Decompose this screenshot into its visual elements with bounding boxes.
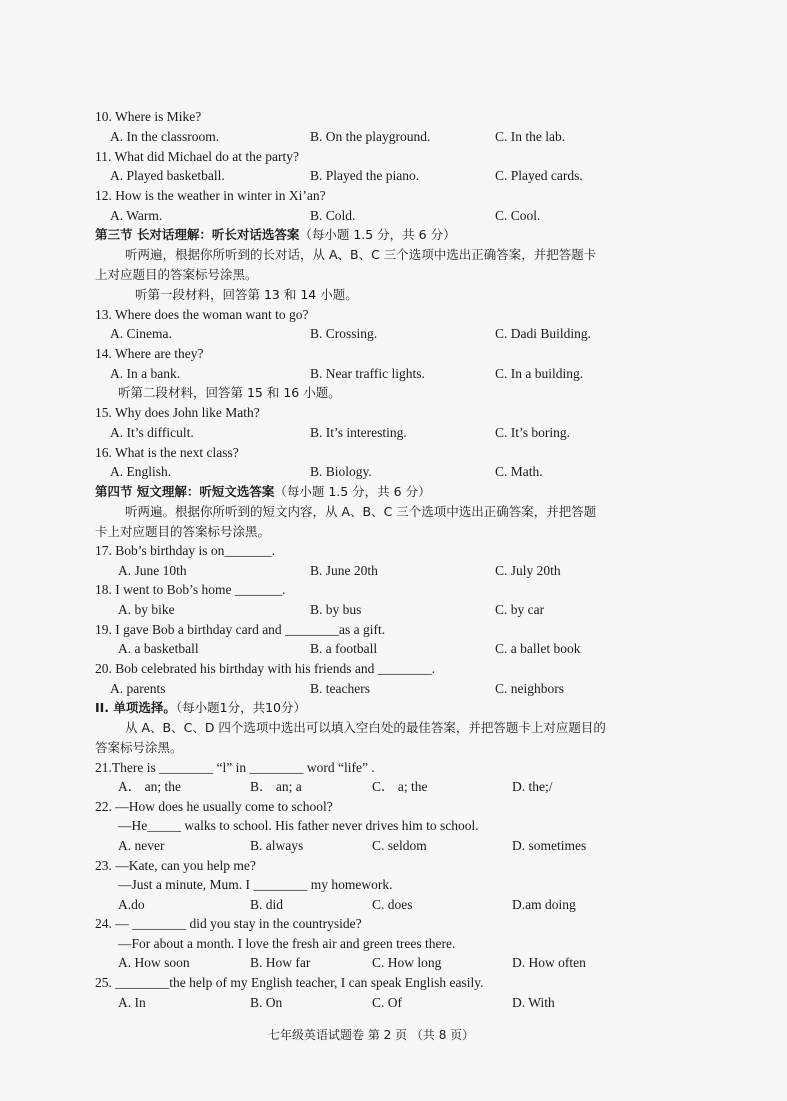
question-23: 23. —Kate, can you help me? bbox=[95, 858, 256, 873]
q23-option-c: C. does bbox=[372, 897, 413, 912]
q11-option-a: A. Played basketball. bbox=[110, 168, 225, 183]
q20-option-c: C. neighbors bbox=[495, 681, 564, 696]
q16-option-a: A. English. bbox=[110, 464, 172, 479]
q17-option-b: B. June 20th bbox=[310, 563, 378, 578]
q19-option-a: A. a basketball bbox=[118, 641, 199, 656]
q21-option-c: C． a; the bbox=[372, 779, 428, 794]
q17-option-c: C. July 20th bbox=[495, 563, 561, 578]
question-21: 21.There is ________ “l” in ________ word “life” . bbox=[95, 760, 375, 775]
q22-option-c: C. seldom bbox=[372, 838, 427, 853]
q19-option-b: B. a football bbox=[310, 641, 378, 656]
section-3-passage-1-note: 听第一段材料，回答第 13 和 14 小题。 bbox=[135, 287, 358, 302]
q11-option-b: B. Played the piano. bbox=[310, 168, 420, 183]
q10-option-c: C. In the lab. bbox=[495, 129, 566, 144]
section-3-note: （每小题 1.5 分，共 6 分） bbox=[299, 227, 456, 242]
question-23-response: —Just a minute, Mum. I ________ my homework. bbox=[118, 877, 393, 892]
part-2-instruction-1: 从 A、B、C、D 四个选项中选出可以填入空白处的最佳答案，并把答题卡上对应题目的 bbox=[125, 720, 606, 735]
q21-option-a: A． an; the bbox=[118, 779, 181, 794]
q10-option-a: A. In the classroom. bbox=[110, 129, 220, 144]
q11-option-c: C. Played cards. bbox=[495, 168, 583, 183]
q20-option-a: A. parents bbox=[110, 681, 166, 696]
question-20: 20. Bob celebrated his birthday with his friends and ________. bbox=[95, 661, 436, 676]
q14-option-a: A. In a bank. bbox=[110, 366, 181, 381]
section-4-instruction-1: 听两遍。根据你所听到的短文内容，从 A、B、C 三个选项中选出正确答案，并把答题 bbox=[125, 504, 597, 519]
question-17: 17. Bob’s birthday is on_______. bbox=[95, 543, 276, 558]
q20-option-b: B. teachers bbox=[310, 681, 370, 696]
q22-option-d: D. sometimes bbox=[512, 838, 587, 853]
q24-option-b: B. How far bbox=[250, 955, 311, 970]
q14-option-c: C. In a building. bbox=[495, 366, 584, 381]
q19-option-c: C. a ballet book bbox=[495, 641, 581, 656]
question-24-response: —For about a month. I love the fresh air and green trees there. bbox=[118, 936, 456, 951]
section-4-heading bbox=[95, 482, 431, 501]
question-13: 13. Where does the woman want to go? bbox=[95, 307, 309, 322]
q23-option-b: B. did bbox=[250, 897, 284, 912]
part-2-instruction-2: 答案标号涂黑。 bbox=[95, 740, 183, 755]
section-3-title: 第三节 长对话理解：听长对话选答案 bbox=[95, 227, 300, 242]
question-25: 25. ________the help of my English teacher, I can speak English easily. bbox=[95, 975, 484, 990]
q22-option-a: A. never bbox=[118, 838, 165, 853]
question-15: 15. Why does John like Math? bbox=[95, 405, 260, 420]
q24-option-a: A. How soon bbox=[118, 955, 190, 970]
page-footer: 七年级英语试题卷 第 2 页 （共 8 页） bbox=[268, 1028, 475, 1042]
q21-option-d: D. the;/ bbox=[512, 779, 553, 794]
section-4-title: 第四节 短文理解：听短文选答案 bbox=[95, 484, 275, 499]
q14-option-b: B. Near traffic lights. bbox=[310, 366, 425, 381]
question-11: 11. What did Michael do at the party? bbox=[95, 149, 299, 164]
part-2-heading bbox=[95, 698, 306, 717]
q23-option-d: D.am doing bbox=[512, 897, 576, 912]
question-18: 18. I went to Bob’s home _______. bbox=[95, 582, 286, 597]
section-3-instruction-1: 听两遍，根据你所听到的长对话，从 A、B、C 三个选项中选出正确答案，并把答题卡 bbox=[125, 247, 597, 262]
q18-option-b: B. by bus bbox=[310, 602, 362, 617]
section-4-instruction-2: 卡上对应题目的答案标号涂黑。 bbox=[95, 524, 271, 539]
q24-option-d: D. How often bbox=[512, 955, 586, 970]
q13-option-a: A. Cinema. bbox=[110, 326, 172, 341]
question-16: 16. What is the next class? bbox=[95, 445, 239, 460]
q15-option-b: B. It’s interesting. bbox=[310, 425, 407, 440]
q25-option-a: A. In bbox=[118, 995, 146, 1010]
q23-option-a: A.do bbox=[118, 897, 145, 912]
q16-option-b: B. Biology. bbox=[310, 464, 372, 479]
q18-option-c: C. by car bbox=[495, 602, 545, 617]
q18-option-a: A. by bike bbox=[118, 602, 175, 617]
section-3-passage-2-note: 听第二段材料，回答第 15 和 16 小题。 bbox=[118, 385, 341, 400]
q25-option-b: B. On bbox=[250, 995, 283, 1010]
question-22: 22. —How does he usually come to school? bbox=[95, 799, 333, 814]
q13-option-b: B. Crossing. bbox=[310, 326, 378, 341]
q22-option-b: B. always bbox=[250, 838, 304, 853]
q12-option-c: C. Cool. bbox=[495, 208, 541, 223]
q21-option-b: B． an; a bbox=[250, 779, 302, 794]
part-2-note: （每小题1分，共10分） bbox=[175, 700, 307, 715]
question-19: 19. I gave Bob a birthday card and ________as a gift. bbox=[95, 622, 386, 637]
part-2-title: II. 单项选择。 bbox=[95, 700, 176, 715]
question-22-response: —He_____ walks to school. His father never drives him to school. bbox=[118, 818, 479, 833]
q24-option-c: C. How long bbox=[372, 955, 442, 970]
section-3-heading bbox=[95, 225, 456, 244]
q25-option-d: D. With bbox=[512, 995, 555, 1010]
section-3-instruction-2: 上对应题目的答案标号涂黑。 bbox=[95, 267, 258, 282]
q10-option-b: B. On the playground. bbox=[310, 129, 431, 144]
q12-option-b: B. Cold. bbox=[310, 208, 356, 223]
section-4-note: （每小题 1.5 分，共 6 分） bbox=[274, 484, 431, 499]
q15-option-c: C. It’s boring. bbox=[495, 425, 571, 440]
q17-option-a: A. June 10th bbox=[118, 563, 187, 578]
question-10: 10. Where is Mike? bbox=[95, 109, 202, 124]
q25-option-c: C. Of bbox=[372, 995, 402, 1010]
question-12: 12. How is the weather in winter in Xi’an? bbox=[95, 188, 326, 203]
question-24: 24. — ________ did you stay in the countryside? bbox=[95, 916, 362, 931]
q13-option-c: C. Dadi Building. bbox=[495, 326, 592, 341]
question-14: 14. Where are they? bbox=[95, 346, 204, 361]
q16-option-c: C. Math. bbox=[495, 464, 543, 479]
q12-option-a: A. Warm. bbox=[110, 208, 163, 223]
q15-option-a: A. It’s difficult. bbox=[110, 425, 194, 440]
